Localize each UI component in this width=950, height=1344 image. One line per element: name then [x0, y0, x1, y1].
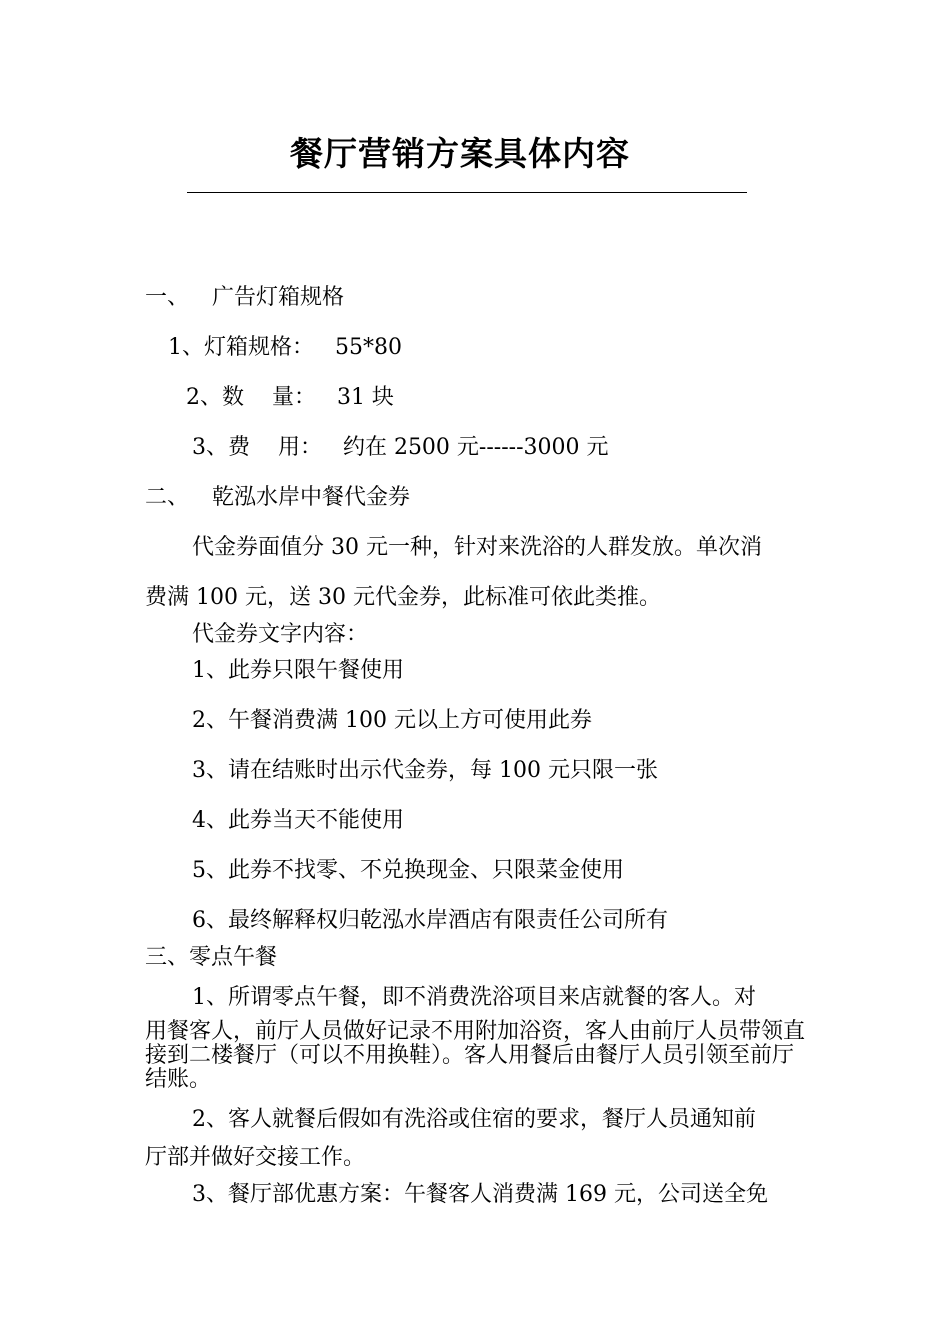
voucher-rule-6: 6、最终解释权归乾泓水岸酒店有限责任公司所有	[192, 908, 668, 933]
section-1-item-2: 2、数 量： 31 块	[186, 385, 394, 410]
section-3-para-2-line-2: 厅部并做好交接工作。	[145, 1145, 366, 1170]
section-1-item-1: 1、灯箱规格： 55*80	[168, 335, 402, 360]
section-3-para-2-line-1: 2、客人就餐后假如有洗浴或住宿的要求，餐厅人员通知前	[192, 1107, 756, 1132]
section-3-para-1-rest: 用餐客人，前厅人员做好记录不用附加浴资，客人由前厅人员带领直接到二楼餐厅（可以不用换鞋）。客人用餐后由餐厅人员引领至前厅结账。	[145, 1019, 806, 1092]
section-3-para-1-line-1: 1、所谓零点午餐，即不消费洗浴项目来店就餐的客人。对	[192, 985, 756, 1010]
section-1-heading: 广告灯箱规格	[212, 285, 345, 310]
voucher-rule-3: 3、请在结账时出示代金券，每 100 元只限一张	[192, 758, 658, 783]
section-3-heading: 三、零点午餐	[145, 945, 278, 970]
page-title: 餐厅营销方案具体内容	[290, 134, 630, 173]
title-underline	[187, 192, 747, 193]
section-2-number: 二、	[145, 485, 190, 510]
voucher-rule-4: 4、此券当天不能使用	[192, 808, 404, 833]
voucher-rule-5: 5、此券不找零、不兑换现金、只限菜金使用	[192, 858, 624, 883]
section-2-heading: 乾泓水岸中餐代金券	[212, 485, 411, 510]
voucher-rule-1: 1、此券只限午餐使用	[192, 658, 404, 683]
section-2-para-line-1: 代金券面值分 30 元一种，针对来洗浴的人群发放。单次消	[192, 535, 762, 560]
section-1-item-3: 3、费 用： 约在 2500 元------3000 元	[192, 435, 609, 460]
section-2-para-line-2: 费满 100 元，送 30 元代金券，此标准可依此类推。	[145, 585, 661, 610]
section-2-subheading: 代金券文字内容：	[192, 622, 369, 647]
section-3-para-3-line-1: 3、餐厅部优惠方案：午餐客人消费满 169 元，公司送全免	[192, 1182, 768, 1207]
section-1-number: 一、	[145, 285, 190, 310]
voucher-rule-2: 2、午餐消费满 100 元以上方可使用此券	[192, 708, 592, 733]
